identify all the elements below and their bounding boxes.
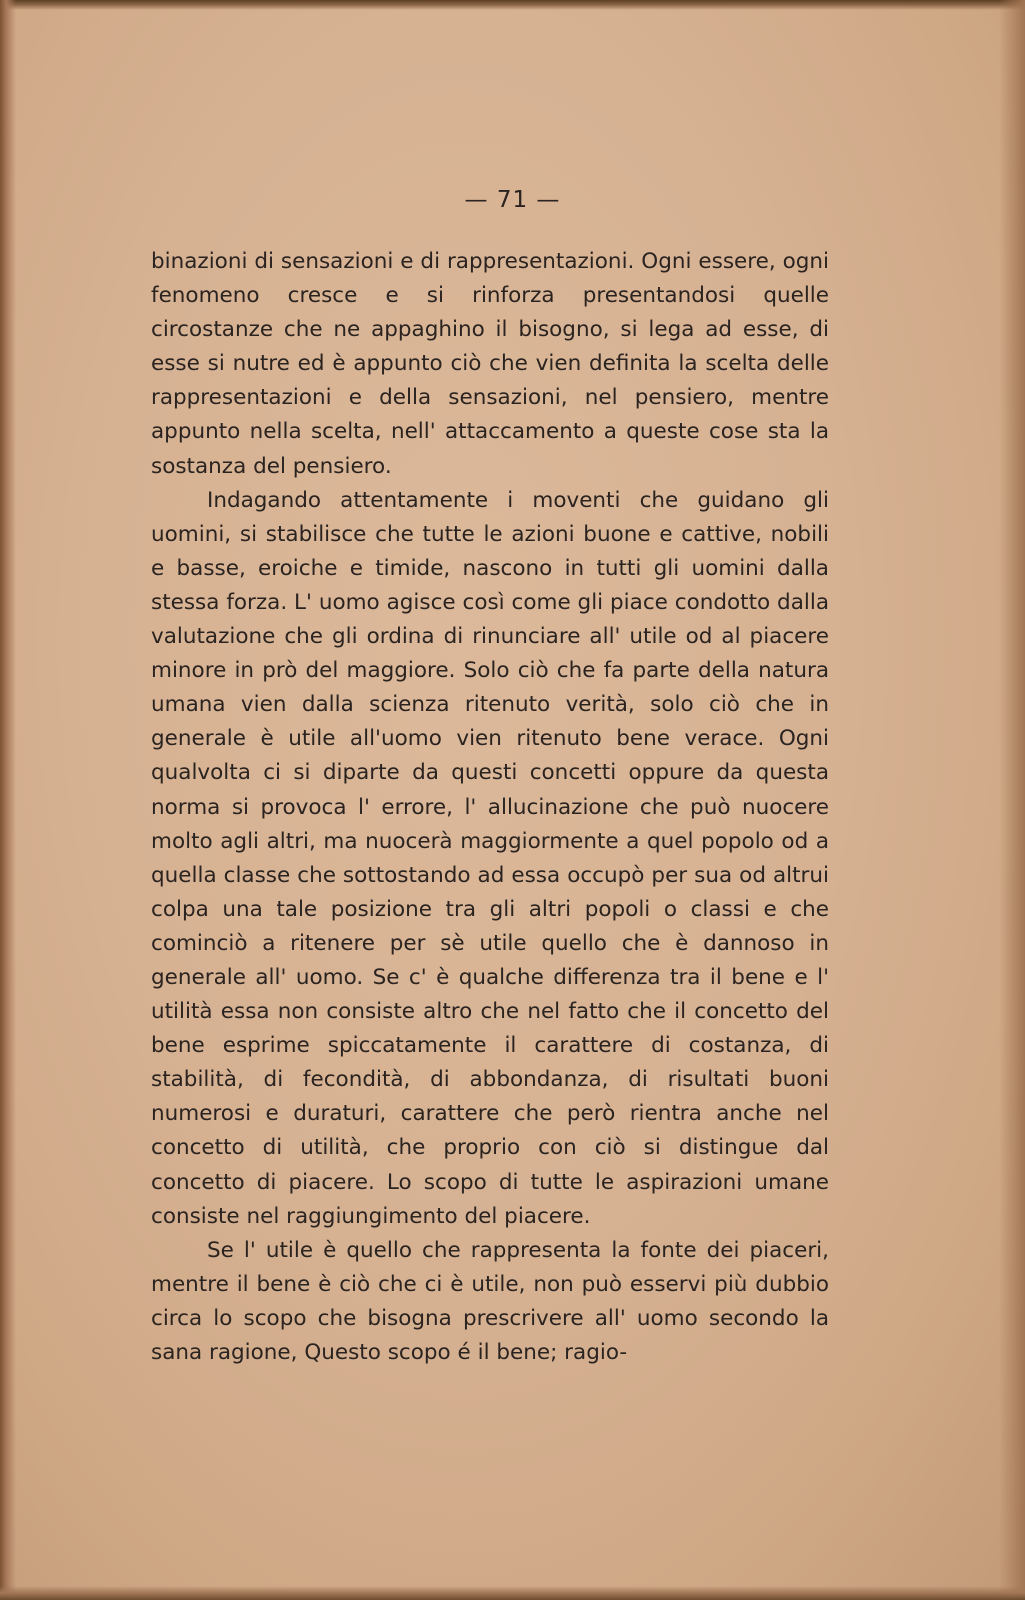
paragraph-2: Indagando attentamente i moventi che guidano gli uomini, si stabilisce che tutte le azioni buone e cattive, nobili e basse, eroiche e timide, nascono in tutti gli uomini dalla stessa forza. L' uomo agisce così come gli piace condotto dalla valutazione che gli ordina di rinunciare all' utile od al piacere minore in prò del maggiore. Solo ciò che fa parte della natura umana vien dalla scienza ritenuto verità, solo ciò che in generale è utile all'uomo vien ritenuto bene verace. Ogni qualvolta ci si diparte da questi concetti oppure da questa norma si provoca l' errore, l' allucinazione che può nuocere molto agli altri, ma nuocerà maggiormente a quel popolo od a quella classe che sottostando ad essa occupò per sua od altrui colpa una tale posizione tra gli altri popoli o classi e che cominciò a ritenere per sè utile quello che è dannoso in generale all' uomo. Se c' è qualche differenza tra il bene e l' utilità essa non consiste altro che nel fatto che il concetto del bene esprime spiccatamente il carattere di costanza, di stabilità, di fecondità, di abbondanza, di risultati buoni numerosi e duraturi, carattere che però rientra anche nel concetto di utilità, che proprio con ciò si distingue dal concetto di piacere. Lo scopo di tutte le aspirazioni umane consiste nel raggiungimento del piacere. xyxy=(151,487,829,1229)
page-top-edge xyxy=(0,0,1025,10)
paragraph-1: binazioni di sensazioni e di rappresentazioni. Ogni essere, ogni fenomeno cresce e si rinforza presentandosi quelle circostanze che ne appaghino il bisogno, si lega ad esse, di esse si nutre ed è appunto ciò che vien definita la scelta delle rappresentazioni e della sensazioni, nel pensiero, mentre appunto nella scelta, nell' attaccamento a queste cose sta la sostanza del pensiero. xyxy=(151,249,829,479)
page-number: — 71 — xyxy=(464,187,561,213)
page-left-edge xyxy=(0,0,16,1600)
body-text xyxy=(151,245,829,1370)
page-bottom-edge xyxy=(0,1586,1025,1600)
paragraph-3: Se l' utile è quello che rappresenta la fonte dei piaceri, mentre il bene è ciò che ci è utile, non può esservi più dubbio circa lo scopo che bisogna prescrivere all' uomo secondo la sana ragione, Questo scopo é il bene; ragio- xyxy=(151,1237,829,1365)
page-right-edge xyxy=(999,0,1025,1600)
